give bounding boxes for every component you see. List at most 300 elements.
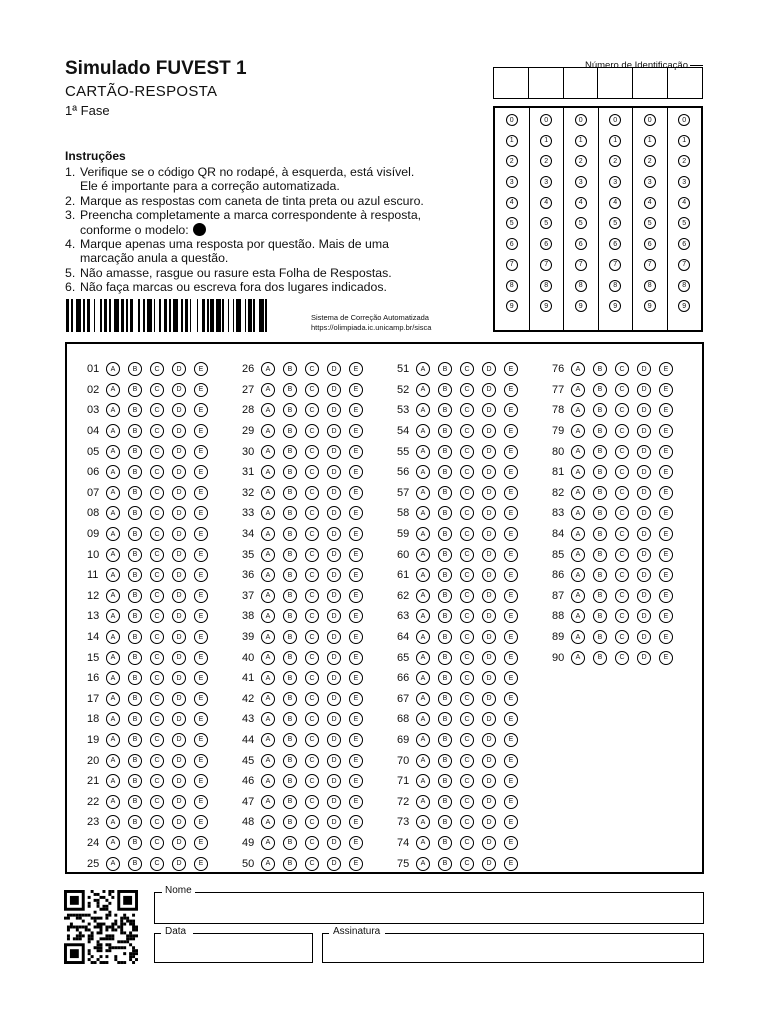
answer-bubble[interactable]: B xyxy=(438,506,452,520)
answer-bubble[interactable]: C xyxy=(615,651,629,665)
answer-bubble[interactable]: B xyxy=(593,383,607,397)
answer-bubble[interactable]: B xyxy=(283,362,297,376)
answer-bubble[interactable]: E xyxy=(194,795,208,809)
answer-bubble[interactable]: D xyxy=(482,506,496,520)
answer-bubble[interactable]: A xyxy=(106,465,120,479)
answer-bubble[interactable]: B xyxy=(438,671,452,685)
answer-bubble[interactable]: E xyxy=(504,568,518,582)
answer-bubble[interactable]: C xyxy=(460,754,474,768)
answer-bubble[interactable]: A xyxy=(571,506,585,520)
answer-bubble[interactable]: B xyxy=(593,630,607,644)
answer-bubble[interactable]: B xyxy=(438,424,452,438)
answer-bubble[interactable]: A xyxy=(261,527,275,541)
answer-bubble[interactable]: A xyxy=(106,754,120,768)
answer-bubble[interactable]: A xyxy=(416,568,430,582)
answer-bubble[interactable]: E xyxy=(194,630,208,644)
answer-bubble[interactable]: A xyxy=(106,589,120,603)
answer-bubble[interactable]: E xyxy=(504,733,518,747)
answer-bubble[interactable]: C xyxy=(615,362,629,376)
answer-bubble[interactable]: B xyxy=(438,795,452,809)
answer-bubble[interactable]: B xyxy=(593,589,607,603)
answer-bubble[interactable]: A xyxy=(106,692,120,706)
answer-bubble[interactable]: E xyxy=(349,383,363,397)
answer-bubble[interactable]: D xyxy=(482,548,496,562)
answer-bubble[interactable]: B xyxy=(283,692,297,706)
answer-bubble[interactable]: E xyxy=(349,754,363,768)
id-digit-bubble[interactable]: 4 xyxy=(609,197,621,209)
answer-bubble[interactable]: E xyxy=(349,589,363,603)
answer-bubble[interactable]: D xyxy=(637,403,651,417)
answer-bubble[interactable]: D xyxy=(482,795,496,809)
answer-bubble[interactable]: E xyxy=(659,609,673,623)
answer-bubble[interactable]: E xyxy=(659,403,673,417)
answer-bubble[interactable]: E xyxy=(194,506,208,520)
answer-bubble[interactable]: B xyxy=(438,548,452,562)
answer-bubble[interactable]: C xyxy=(305,445,319,459)
answer-bubble[interactable]: C xyxy=(305,548,319,562)
answer-bubble[interactable]: A xyxy=(261,712,275,726)
answer-bubble[interactable]: D xyxy=(482,486,496,500)
answer-bubble[interactable]: B xyxy=(128,527,142,541)
answer-bubble[interactable]: C xyxy=(460,362,474,376)
answer-bubble[interactable]: B xyxy=(283,403,297,417)
answer-bubble[interactable]: E xyxy=(194,424,208,438)
id-digit-bubble[interactable]: 3 xyxy=(506,176,518,188)
answer-bubble[interactable]: D xyxy=(327,548,341,562)
answer-bubble[interactable]: E xyxy=(349,403,363,417)
id-digit-bubble[interactable]: 5 xyxy=(540,217,552,229)
answer-bubble[interactable]: A xyxy=(571,568,585,582)
answer-bubble[interactable]: A xyxy=(106,383,120,397)
answer-bubble[interactable]: E xyxy=(349,692,363,706)
answer-bubble[interactable]: C xyxy=(150,527,164,541)
id-digit-box[interactable] xyxy=(494,68,529,98)
answer-bubble[interactable]: C xyxy=(460,403,474,417)
answer-bubble[interactable]: E xyxy=(194,857,208,871)
answer-bubble[interactable]: E xyxy=(504,815,518,829)
answer-bubble[interactable]: C xyxy=(150,651,164,665)
id-digit-bubble[interactable]: 6 xyxy=(575,238,587,250)
answer-bubble[interactable]: E xyxy=(504,692,518,706)
answer-bubble[interactable]: A xyxy=(571,445,585,459)
answer-bubble[interactable]: A xyxy=(416,630,430,644)
answer-bubble[interactable]: A xyxy=(261,815,275,829)
answer-bubble[interactable]: D xyxy=(172,383,186,397)
answer-bubble[interactable]: C xyxy=(460,589,474,603)
answer-bubble[interactable]: C xyxy=(615,403,629,417)
answer-bubble[interactable]: B xyxy=(438,568,452,582)
answer-bubble[interactable]: A xyxy=(106,712,120,726)
answer-bubble[interactable]: E xyxy=(659,651,673,665)
answer-bubble[interactable]: A xyxy=(106,815,120,829)
answer-bubble[interactable]: C xyxy=(615,465,629,479)
id-digit-bubble[interactable]: 2 xyxy=(609,155,621,167)
answer-bubble[interactable]: C xyxy=(615,589,629,603)
answer-bubble[interactable]: A xyxy=(416,671,430,685)
answer-bubble[interactable]: C xyxy=(150,630,164,644)
answer-bubble[interactable]: A xyxy=(106,630,120,644)
answer-bubble[interactable]: E xyxy=(504,630,518,644)
answer-bubble[interactable]: D xyxy=(482,465,496,479)
answer-bubble[interactable]: B xyxy=(438,630,452,644)
answer-bubble[interactable]: A xyxy=(416,424,430,438)
answer-bubble[interactable]: C xyxy=(615,609,629,623)
answer-bubble[interactable]: B xyxy=(128,795,142,809)
answer-bubble[interactable]: B xyxy=(593,445,607,459)
answer-bubble[interactable]: B xyxy=(283,733,297,747)
answer-bubble[interactable]: A xyxy=(571,548,585,562)
answer-bubble[interactable]: A xyxy=(571,362,585,376)
answer-bubble[interactable]: D xyxy=(637,465,651,479)
answer-bubble[interactable]: D xyxy=(172,754,186,768)
answer-bubble[interactable]: D xyxy=(327,506,341,520)
answer-bubble[interactable]: E xyxy=(349,465,363,479)
answer-bubble[interactable]: C xyxy=(460,774,474,788)
answer-bubble[interactable]: B xyxy=(593,465,607,479)
answer-bubble[interactable]: B xyxy=(283,795,297,809)
answer-bubble[interactable]: E xyxy=(194,754,208,768)
answer-bubble[interactable]: D xyxy=(172,815,186,829)
id-digit-bubble[interactable]: 2 xyxy=(644,155,656,167)
answer-bubble[interactable]: E xyxy=(659,383,673,397)
answer-bubble[interactable]: B xyxy=(283,671,297,685)
answer-bubble[interactable]: C xyxy=(305,733,319,747)
id-digit-bubble[interactable]: 6 xyxy=(540,238,552,250)
answer-bubble[interactable]: D xyxy=(637,445,651,459)
answer-bubble[interactable]: A xyxy=(261,857,275,871)
answer-bubble[interactable]: E xyxy=(349,609,363,623)
answer-bubble[interactable]: C xyxy=(150,836,164,850)
answer-bubble[interactable]: A xyxy=(416,733,430,747)
answer-bubble[interactable]: B xyxy=(128,548,142,562)
id-digit-bubble[interactable]: 4 xyxy=(540,197,552,209)
answer-bubble[interactable]: A xyxy=(416,383,430,397)
answer-bubble[interactable]: D xyxy=(172,527,186,541)
answer-bubble[interactable]: C xyxy=(305,795,319,809)
answer-bubble[interactable]: C xyxy=(150,506,164,520)
answer-bubble[interactable]: D xyxy=(482,403,496,417)
answer-bubble[interactable]: E xyxy=(504,712,518,726)
answer-bubble[interactable]: C xyxy=(615,383,629,397)
answer-bubble[interactable]: C xyxy=(460,465,474,479)
answer-bubble[interactable]: E xyxy=(504,527,518,541)
answer-bubble[interactable]: C xyxy=(305,383,319,397)
answer-bubble[interactable]: D xyxy=(327,651,341,665)
answer-bubble[interactable]: B xyxy=(128,609,142,623)
answer-bubble[interactable]: E xyxy=(504,403,518,417)
answer-bubble[interactable]: A xyxy=(416,362,430,376)
answer-bubble[interactable]: C xyxy=(460,651,474,665)
answer-bubble[interactable]: C xyxy=(305,506,319,520)
answer-bubble[interactable]: B xyxy=(128,589,142,603)
answer-bubble[interactable]: A xyxy=(106,774,120,788)
answer-bubble[interactable]: E xyxy=(349,651,363,665)
id-digit-bubble[interactable]: 5 xyxy=(678,217,690,229)
answer-bubble[interactable]: D xyxy=(172,362,186,376)
answer-bubble[interactable]: E xyxy=(194,589,208,603)
answer-bubble[interactable]: B xyxy=(283,506,297,520)
answer-bubble[interactable]: D xyxy=(172,712,186,726)
answer-bubble[interactable]: D xyxy=(172,630,186,644)
answer-bubble[interactable]: A xyxy=(261,403,275,417)
answer-bubble[interactable]: A xyxy=(416,754,430,768)
answer-bubble[interactable]: C xyxy=(460,857,474,871)
answer-bubble[interactable]: D xyxy=(327,568,341,582)
answer-bubble[interactable]: D xyxy=(172,465,186,479)
answer-bubble[interactable]: D xyxy=(172,506,186,520)
answer-bubble[interactable]: E xyxy=(349,424,363,438)
answer-bubble[interactable]: E xyxy=(349,568,363,582)
id-digit-bubble[interactable]: 1 xyxy=(609,135,621,147)
answer-bubble[interactable]: E xyxy=(504,506,518,520)
answer-bubble[interactable]: C xyxy=(150,671,164,685)
answer-bubble[interactable]: A xyxy=(106,424,120,438)
answer-bubble[interactable]: B xyxy=(438,712,452,726)
answer-bubble[interactable]: E xyxy=(194,362,208,376)
answer-bubble[interactable]: B xyxy=(128,445,142,459)
answer-bubble[interactable]: C xyxy=(150,548,164,562)
answer-bubble[interactable]: C xyxy=(305,671,319,685)
answer-bubble[interactable]: C xyxy=(460,506,474,520)
answer-bubble[interactable]: D xyxy=(172,774,186,788)
answer-bubble[interactable]: D xyxy=(637,383,651,397)
answer-bubble[interactable]: A xyxy=(416,836,430,850)
answer-bubble[interactable]: C xyxy=(150,589,164,603)
answer-bubble[interactable]: A xyxy=(261,465,275,479)
answer-bubble[interactable]: E xyxy=(194,548,208,562)
answer-bubble[interactable]: E xyxy=(504,754,518,768)
answer-bubble[interactable]: D xyxy=(327,836,341,850)
answer-bubble[interactable]: B xyxy=(593,424,607,438)
id-digit-bubble[interactable]: 8 xyxy=(678,280,690,292)
answer-bubble[interactable]: B xyxy=(438,815,452,829)
answer-bubble[interactable]: C xyxy=(305,815,319,829)
answer-bubble[interactable]: C xyxy=(460,671,474,685)
id-digit-box[interactable] xyxy=(564,68,599,98)
answer-bubble[interactable]: A xyxy=(571,589,585,603)
answer-bubble[interactable]: A xyxy=(261,548,275,562)
id-digit-bubble[interactable]: 9 xyxy=(506,300,518,312)
id-digit-bubble[interactable]: 3 xyxy=(678,176,690,188)
answer-bubble[interactable]: A xyxy=(106,506,120,520)
id-digit-bubble[interactable]: 3 xyxy=(609,176,621,188)
answer-bubble[interactable]: E xyxy=(194,651,208,665)
answer-bubble[interactable]: B xyxy=(128,712,142,726)
answer-bubble[interactable]: E xyxy=(659,568,673,582)
answer-bubble[interactable]: E xyxy=(659,527,673,541)
answer-bubble[interactable]: D xyxy=(637,568,651,582)
id-digit-box[interactable] xyxy=(529,68,564,98)
id-digit-bubble[interactable]: 2 xyxy=(678,155,690,167)
answer-bubble[interactable]: C xyxy=(615,527,629,541)
answer-bubble[interactable]: D xyxy=(637,424,651,438)
answer-bubble[interactable]: C xyxy=(305,527,319,541)
date-field[interactable] xyxy=(154,933,313,963)
answer-bubble[interactable]: E xyxy=(349,362,363,376)
answer-bubble[interactable]: D xyxy=(172,445,186,459)
answer-bubble[interactable]: E xyxy=(659,506,673,520)
answer-bubble[interactable]: E xyxy=(504,857,518,871)
answer-bubble[interactable]: B xyxy=(128,486,142,500)
id-digit-bubble[interactable]: 6 xyxy=(609,238,621,250)
answer-bubble[interactable]: A xyxy=(106,548,120,562)
answer-bubble[interactable]: B xyxy=(283,383,297,397)
answer-bubble[interactable]: D xyxy=(327,712,341,726)
answer-bubble[interactable]: E xyxy=(194,609,208,623)
answer-bubble[interactable]: E xyxy=(504,795,518,809)
answer-bubble[interactable]: A xyxy=(261,836,275,850)
answer-bubble[interactable]: A xyxy=(261,795,275,809)
answer-bubble[interactable]: D xyxy=(172,857,186,871)
answer-bubble[interactable]: A xyxy=(571,424,585,438)
answer-bubble[interactable]: C xyxy=(460,609,474,623)
answer-bubble[interactable]: E xyxy=(349,836,363,850)
answer-bubble[interactable]: C xyxy=(150,712,164,726)
answer-bubble[interactable]: C xyxy=(150,754,164,768)
answer-bubble[interactable]: E xyxy=(349,630,363,644)
answer-bubble[interactable]: D xyxy=(482,527,496,541)
answer-bubble[interactable]: C xyxy=(305,774,319,788)
id-digit-bubble[interactable]: 6 xyxy=(506,238,518,250)
answer-bubble[interactable]: E xyxy=(194,712,208,726)
answer-bubble[interactable]: D xyxy=(482,362,496,376)
answer-bubble[interactable]: E xyxy=(194,692,208,706)
answer-bubble[interactable]: C xyxy=(305,465,319,479)
answer-bubble[interactable]: D xyxy=(482,774,496,788)
answer-bubble[interactable]: B xyxy=(283,774,297,788)
id-digit-bubble[interactable]: 1 xyxy=(540,135,552,147)
answer-bubble[interactable]: A xyxy=(416,795,430,809)
answer-bubble[interactable]: A xyxy=(106,671,120,685)
answer-bubble[interactable]: A xyxy=(416,589,430,603)
answer-bubble[interactable]: A xyxy=(106,568,120,582)
id-digit-bubble[interactable]: 2 xyxy=(540,155,552,167)
answer-bubble[interactable]: B xyxy=(283,609,297,623)
id-digit-box[interactable] xyxy=(633,68,668,98)
id-digit-bubble[interactable]: 5 xyxy=(506,217,518,229)
answer-bubble[interactable]: D xyxy=(637,589,651,603)
answer-bubble[interactable]: D xyxy=(327,465,341,479)
answer-bubble[interactable]: D xyxy=(327,733,341,747)
answer-bubble[interactable]: A xyxy=(416,692,430,706)
id-digit-bubble[interactable]: 8 xyxy=(506,280,518,292)
answer-bubble[interactable]: D xyxy=(327,527,341,541)
answer-bubble[interactable]: E xyxy=(349,774,363,788)
answer-bubble[interactable]: D xyxy=(172,403,186,417)
answer-bubble[interactable]: B xyxy=(283,836,297,850)
answer-bubble[interactable]: D xyxy=(172,836,186,850)
id-digit-bubble[interactable]: 9 xyxy=(609,300,621,312)
answer-bubble[interactable]: A xyxy=(416,465,430,479)
answer-bubble[interactable]: E xyxy=(659,548,673,562)
answer-bubble[interactable]: E xyxy=(659,445,673,459)
answer-bubble[interactable]: B xyxy=(438,857,452,871)
answer-bubble[interactable]: E xyxy=(349,527,363,541)
answer-bubble[interactable]: E xyxy=(349,733,363,747)
answer-bubble[interactable]: A xyxy=(261,651,275,665)
answer-bubble[interactable]: C xyxy=(615,506,629,520)
answer-bubble[interactable]: C xyxy=(305,836,319,850)
answer-bubble[interactable]: B xyxy=(283,465,297,479)
answer-bubble[interactable]: A xyxy=(106,527,120,541)
answer-bubble[interactable]: B xyxy=(283,630,297,644)
answer-bubble[interactable]: C xyxy=(460,548,474,562)
answer-bubble[interactable]: B xyxy=(593,548,607,562)
answer-bubble[interactable]: D xyxy=(482,609,496,623)
answer-bubble[interactable]: E xyxy=(194,465,208,479)
id-digit-bubble[interactable]: 7 xyxy=(644,259,656,271)
answer-bubble[interactable]: C xyxy=(305,692,319,706)
answer-bubble[interactable]: B xyxy=(438,692,452,706)
answer-bubble[interactable]: A xyxy=(416,857,430,871)
answer-bubble[interactable]: A xyxy=(571,465,585,479)
answer-bubble[interactable]: A xyxy=(106,403,120,417)
answer-bubble[interactable]: C xyxy=(305,712,319,726)
answer-bubble[interactable]: C xyxy=(460,815,474,829)
id-digit-bubble[interactable]: 4 xyxy=(644,197,656,209)
answer-bubble[interactable]: C xyxy=(615,568,629,582)
id-digit-bubble[interactable]: 0 xyxy=(575,114,587,126)
answer-bubble[interactable]: C xyxy=(460,836,474,850)
answer-bubble[interactable]: D xyxy=(327,383,341,397)
answer-bubble[interactable]: D xyxy=(637,506,651,520)
answer-bubble[interactable]: D xyxy=(327,795,341,809)
answer-bubble[interactable]: B xyxy=(128,568,142,582)
id-digit-bubble[interactable]: 8 xyxy=(644,280,656,292)
id-digit-bubble[interactable]: 9 xyxy=(575,300,587,312)
answer-bubble[interactable]: C xyxy=(150,383,164,397)
id-digit-bubble[interactable]: 0 xyxy=(644,114,656,126)
answer-bubble[interactable]: E xyxy=(194,445,208,459)
answer-bubble[interactable]: D xyxy=(327,609,341,623)
answer-bubble[interactable]: D xyxy=(172,589,186,603)
answer-bubble[interactable]: E xyxy=(349,857,363,871)
signature-field[interactable] xyxy=(322,933,704,963)
answer-bubble[interactable]: D xyxy=(482,630,496,644)
answer-bubble[interactable]: E xyxy=(504,589,518,603)
answer-bubble[interactable]: B xyxy=(593,651,607,665)
answer-bubble[interactable]: B xyxy=(128,733,142,747)
answer-bubble[interactable]: E xyxy=(194,671,208,685)
id-digit-bubble[interactable]: 0 xyxy=(506,114,518,126)
answer-bubble[interactable]: C xyxy=(150,403,164,417)
id-digit-bubble[interactable]: 5 xyxy=(609,217,621,229)
answer-bubble[interactable]: B xyxy=(438,774,452,788)
answer-bubble[interactable]: B xyxy=(438,609,452,623)
answer-bubble[interactable]: D xyxy=(637,651,651,665)
answer-bubble[interactable]: A xyxy=(261,754,275,768)
name-field[interactable] xyxy=(154,892,704,924)
answer-bubble[interactable]: B xyxy=(283,712,297,726)
answer-bubble[interactable]: A xyxy=(106,733,120,747)
answer-bubble[interactable]: D xyxy=(637,362,651,376)
answer-bubble[interactable]: C xyxy=(615,548,629,562)
answer-bubble[interactable]: B xyxy=(283,589,297,603)
answer-bubble[interactable]: C xyxy=(305,424,319,438)
answer-bubble[interactable]: C xyxy=(150,568,164,582)
answer-bubble[interactable]: B xyxy=(283,651,297,665)
answer-bubble[interactable]: B xyxy=(438,754,452,768)
answer-bubble[interactable]: A xyxy=(571,403,585,417)
answer-bubble[interactable]: E xyxy=(194,774,208,788)
answer-bubble[interactable]: C xyxy=(150,774,164,788)
answer-bubble[interactable]: A xyxy=(106,857,120,871)
answer-bubble[interactable]: D xyxy=(327,671,341,685)
answer-bubble[interactable]: D xyxy=(637,486,651,500)
answer-bubble[interactable]: A xyxy=(106,651,120,665)
answer-bubble[interactable]: D xyxy=(637,630,651,644)
id-digit-bubble[interactable]: 0 xyxy=(609,114,621,126)
